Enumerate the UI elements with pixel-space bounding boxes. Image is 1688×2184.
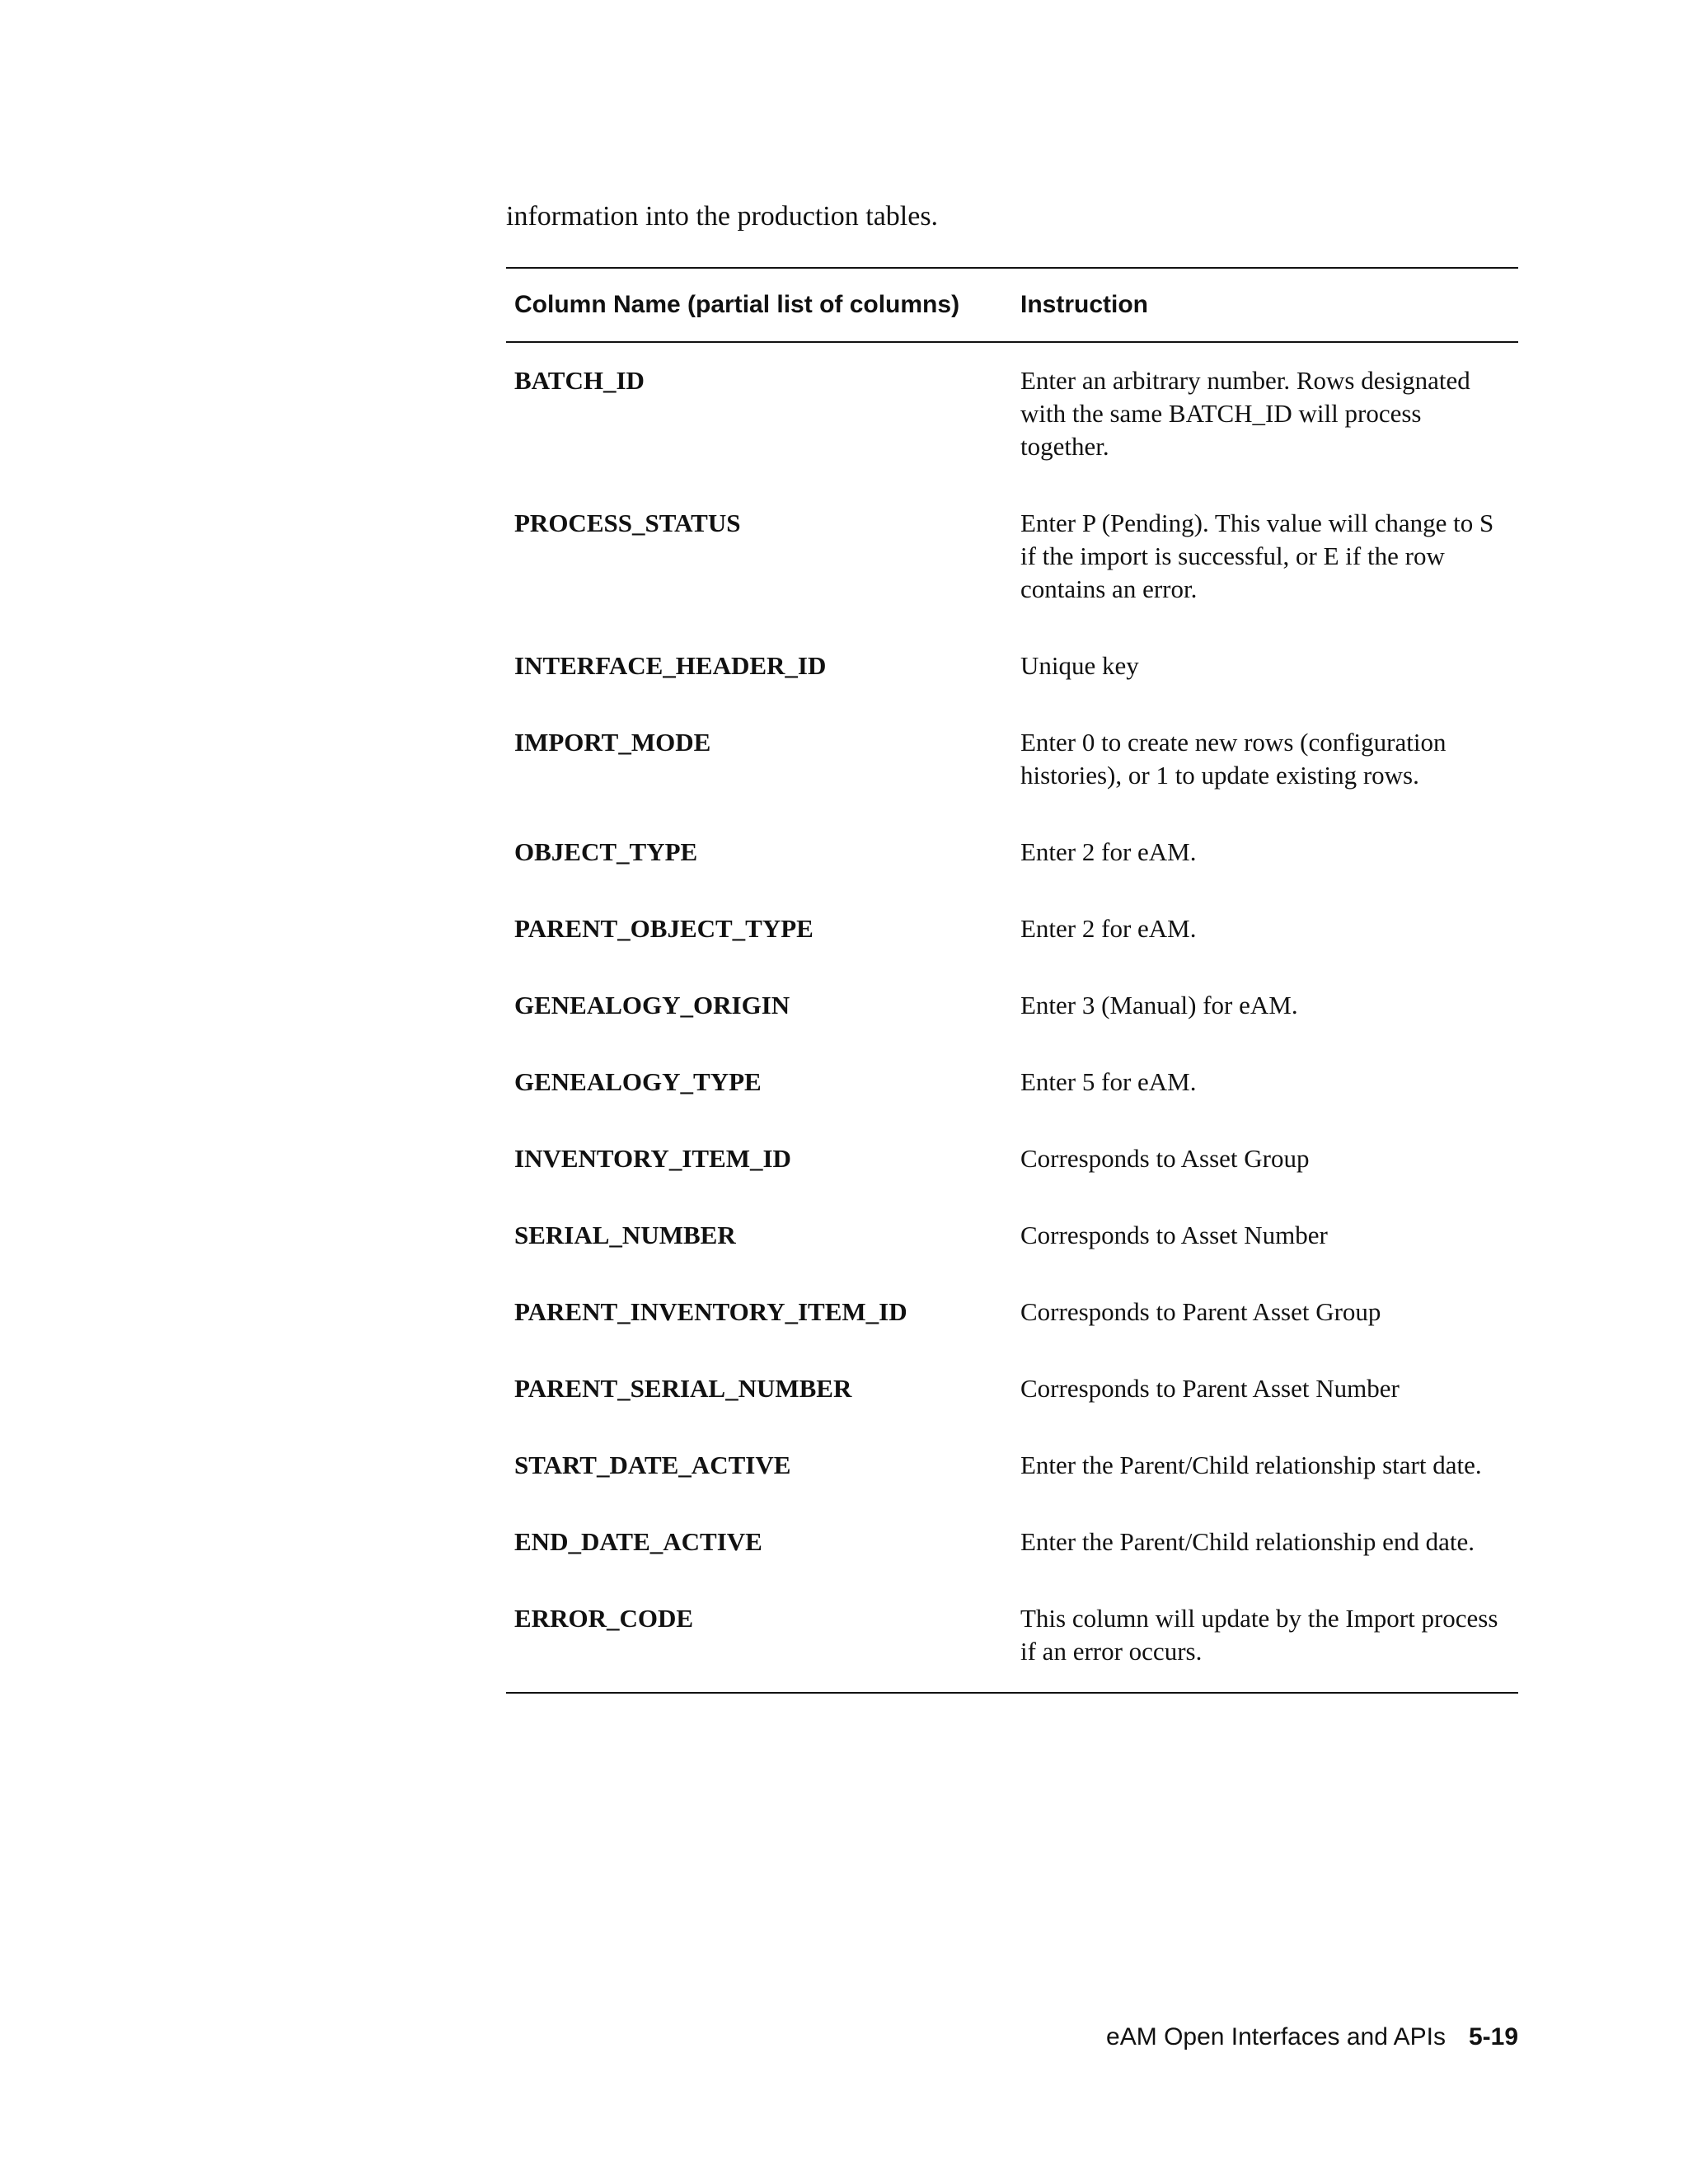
instruction-cell: Corresponds to Asset Group [1020, 1144, 1310, 1173]
column-name-cell: START_DATE_ACTIVE [514, 1451, 791, 1479]
instruction-cell: Corresponds to Asset Number [1020, 1221, 1328, 1249]
table-row [506, 342, 1518, 487]
column-name-cell: SERIAL_NUMBER [514, 1221, 736, 1249]
table-row [506, 706, 1518, 816]
instruction-cell: Enter 3 (Manual) for eAM. [1020, 991, 1298, 1019]
instruction-cell: Enter 0 to create new rows (configuration histories), or 1 to update existing rows. [1020, 728, 1447, 790]
table-row [506, 1582, 1518, 1693]
table-row [506, 1429, 1518, 1506]
column-name-cell: PARENT_INVENTORY_ITEM_ID [514, 1297, 907, 1326]
column-name-cell: END_DATE_ACTIVE [514, 1527, 762, 1556]
column-name-header: Column Name (partial list of columns) [514, 291, 960, 318]
table-row [506, 816, 1518, 893]
column-name-cell: OBJECT_TYPE [514, 837, 698, 866]
table-row [506, 1046, 1518, 1122]
table-body [506, 342, 1518, 1693]
column-name-cell: INVENTORY_ITEM_ID [514, 1144, 791, 1173]
instruction-cell: Enter the Parent/Child relationship start date. [1020, 1451, 1482, 1479]
table-row [506, 1199, 1518, 1276]
instruction-cell: Enter an arbitrary number. Rows designated with the same BATCH_ID will process together. [1020, 366, 1470, 461]
page-footer [1106, 2021, 1518, 2054]
instruction-cell: Enter 2 for eAM. [1020, 837, 1197, 866]
column-name-cell: GENEALOGY_ORIGIN [514, 991, 790, 1019]
table-row [506, 969, 1518, 1046]
table-header [506, 268, 1518, 342]
column-name-cell: PROCESS_STATUS [514, 509, 741, 537]
column-name-cell: IMPORT_MODE [514, 728, 711, 757]
table-row [506, 487, 1518, 630]
instruction-cell: Enter 2 for eAM. [1020, 914, 1197, 943]
table-row [506, 1122, 1518, 1199]
intro-paragraph: information into the production tables. [506, 201, 939, 232]
instruction-cell: This column will update by the Import process if an error occurs. [1020, 1604, 1498, 1666]
instruction-cell: Enter P (Pending). This value will change to S if the import is successful, or E if the row contains an error. [1020, 509, 1494, 603]
table-row [506, 1276, 1518, 1352]
column-name-cell: BATCH_ID [514, 366, 645, 395]
instruction-cell: Corresponds to Parent Asset Group [1020, 1297, 1381, 1326]
table-row [506, 1506, 1518, 1582]
page-number: 5-19 [1468, 2023, 1518, 2050]
instruction-cell: Unique key [1020, 651, 1139, 680]
footer-title: eAM Open Interfaces and APIs [1106, 2023, 1446, 2050]
column-name-cell: PARENT_OBJECT_TYPE [514, 914, 814, 943]
instruction-header: Instruction [1020, 291, 1148, 318]
table-row [506, 893, 1518, 969]
table-row [506, 1352, 1518, 1429]
instruction-cell: Enter 5 for eAM. [1020, 1067, 1197, 1096]
instruction-cell: Corresponds to Parent Asset Number [1020, 1374, 1400, 1403]
table-row [506, 630, 1518, 706]
column-name-cell: ERROR_CODE [514, 1604, 694, 1633]
column-name-cell: PARENT_SERIAL_NUMBER [514, 1374, 852, 1403]
column-name-cell: GENEALOGY_TYPE [514, 1067, 762, 1096]
instruction-cell: Enter the Parent/Child relationship end date. [1020, 1527, 1475, 1556]
column-name-cell: INTERFACE_HEADER_ID [514, 651, 827, 680]
column-instruction-table [506, 267, 1518, 1694]
table-header-row [506, 268, 1518, 342]
